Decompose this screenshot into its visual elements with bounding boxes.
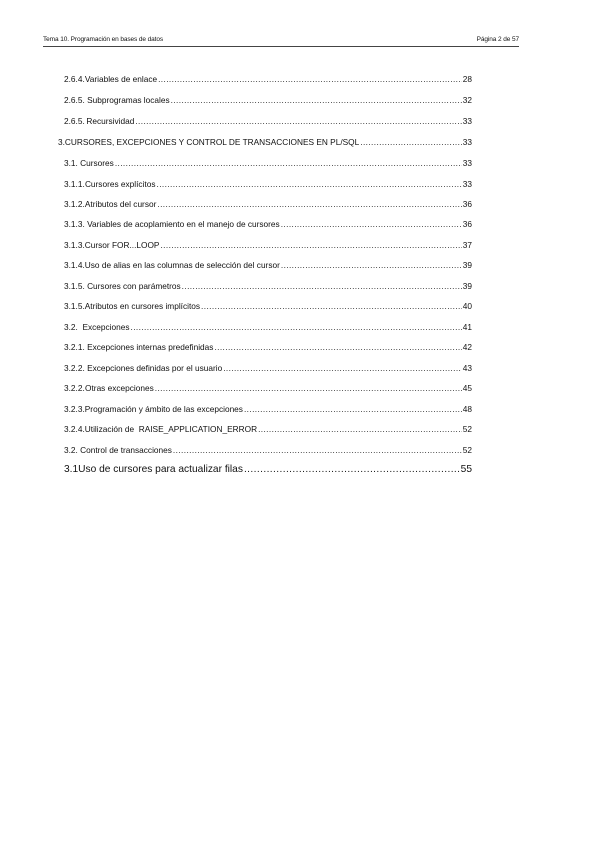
toc-entry-title: Variables de enlace [84,74,158,84]
toc-entry-title: 3.2. Excepciones [64,322,130,332]
toc-entry-page: 32 [462,95,472,105]
toc-dot-leader [115,158,462,168]
toc-dot-leader [157,199,461,209]
toc-entry[interactable] [64,381,472,393]
toc-entry-title: Uso de alias en las columnas de selección del cursor [84,260,280,270]
toc-entry[interactable] [64,197,472,209]
toc-entry-page: 52 [462,424,472,434]
toc-dot-leader [182,281,462,291]
toc-dot-leader [223,363,462,373]
toc-entry-page: 33 [462,116,472,126]
toc-entry-page: 39 [462,281,472,291]
toc-entry[interactable] [64,462,472,476]
toc-entry[interactable] [64,156,472,168]
toc-entry-page: 33 [462,137,472,147]
toc-entry-number: 3.2.3. [64,404,85,414]
toc-entry-page: 41 [462,322,472,332]
toc-entry[interactable] [64,114,472,126]
toc-entry-number: 2.6.4. [64,74,85,84]
toc-entry-number: 3.1.2. [64,199,85,209]
toc-entry-page: 39 [462,260,472,270]
toc-dot-leader [244,404,462,414]
toc-entry[interactable] [64,299,472,311]
toc-entry-title: 3.2.1. Excepciones internas predefinidas [64,342,214,352]
toc-entry-number: 3.1 [64,464,79,475]
toc-entry-chapter[interactable] [58,135,472,147]
toc-entry-title: Programación y ámbito de las excepciones [84,404,243,414]
toc-entry-page: 40 [462,301,472,311]
toc-dot-leader [214,342,461,352]
toc-dot-leader [173,445,462,455]
toc-entry-title: Cursor FOR...LOOP [84,240,160,250]
toc-entry-title: Atributos en cursores implícitos [84,301,201,311]
toc-dot-leader [201,301,462,311]
toc-entry-number: 2.6.5. [64,116,85,126]
toc-dot-leader [360,137,462,147]
toc-entry[interactable] [64,177,472,189]
toc-dot-leader [281,219,462,229]
toc-dot-leader [155,383,462,393]
toc-dot-leader [171,95,462,105]
header-page-number: Página 2 de 57 [476,36,519,43]
toc-entry-page: 42 [462,342,472,352]
toc-entry[interactable] [64,258,472,270]
toc-entry[interactable] [64,402,472,414]
toc-entry-number: 3.1.5. [64,301,85,311]
toc-dot-leader [160,240,461,250]
toc-entry-title: CURSORES, EXCEPCIONES Y CONTROL DE TRANSACCIONES EN PL/SQL [64,137,360,147]
toc-entry-title: Recursividad [86,116,135,126]
toc-entry-page: 37 [462,240,472,250]
toc-entry-title: 3.1. Cursores [64,158,114,168]
toc-entry[interactable] [64,443,472,455]
toc-entry[interactable] [64,93,472,105]
toc-dot-leader [244,464,460,476]
toc-entry-number: 3.1.1. [64,179,85,189]
toc-entry-title: 3.2. Control de transacciones [64,445,172,455]
toc-entry-number: 3.2.4. [64,424,85,434]
toc-entry-page: 48 [462,404,472,414]
toc-entry[interactable] [64,72,472,84]
toc-entry-title: 3.1.5. Cursores con parámetros [64,281,181,291]
toc-entry-page: 55 [460,464,472,475]
toc-entry-title: 3.1.3. Variables de acoplamiento en el manejo de cursores [64,219,280,229]
toc-dot-leader [157,179,462,189]
toc-entry-page: 43 [462,363,472,373]
toc-entry[interactable] [64,422,472,434]
toc-dot-leader [131,322,462,332]
toc-entry-number: 3.2.2. [64,383,85,393]
toc-entry[interactable] [64,320,472,332]
toc-entry-page: 36 [462,219,472,229]
toc-entry-title: Atributos del cursor [84,199,157,209]
toc-dot-leader [258,424,462,434]
header-document-title: Tema 10. Programación en bases de datos [43,36,164,43]
toc-entry-title: 2.6.5. Subprogramas locales [64,95,170,105]
toc-entry[interactable] [64,279,472,291]
toc-entry-page: 52 [462,445,472,455]
toc-dot-leader [158,74,462,84]
toc-entry-page: 28 [462,74,472,84]
toc-entry-title: Utilización de RAISE_APPLICATION_ERROR [84,424,258,434]
toc-entry[interactable] [64,340,472,352]
toc-dot-leader [281,260,462,270]
toc-entry-page: 36 [462,199,472,209]
toc-dot-leader [135,116,461,126]
toc-entry-number: 3.1.3. [64,240,85,250]
toc-entry-page: 33 [462,179,472,189]
toc-entry[interactable] [64,238,472,250]
toc-entry-title: Uso de cursores para actualizar filas [78,464,243,475]
toc-entry-title: Cursores explícitos [84,179,156,189]
toc-entry-page: 45 [462,383,472,393]
toc-entry-title: 3.2.2. Excepciones definidas por el usuario [64,363,223,373]
toc-entry-number: 3.1.4. [64,260,85,270]
toc-entry-number: 3. [58,137,65,147]
toc-entry[interactable] [64,361,472,373]
toc-entry-title: Otras excepciones [85,383,154,393]
toc-entry[interactable] [64,217,472,229]
toc-entry-page: 33 [462,158,472,168]
